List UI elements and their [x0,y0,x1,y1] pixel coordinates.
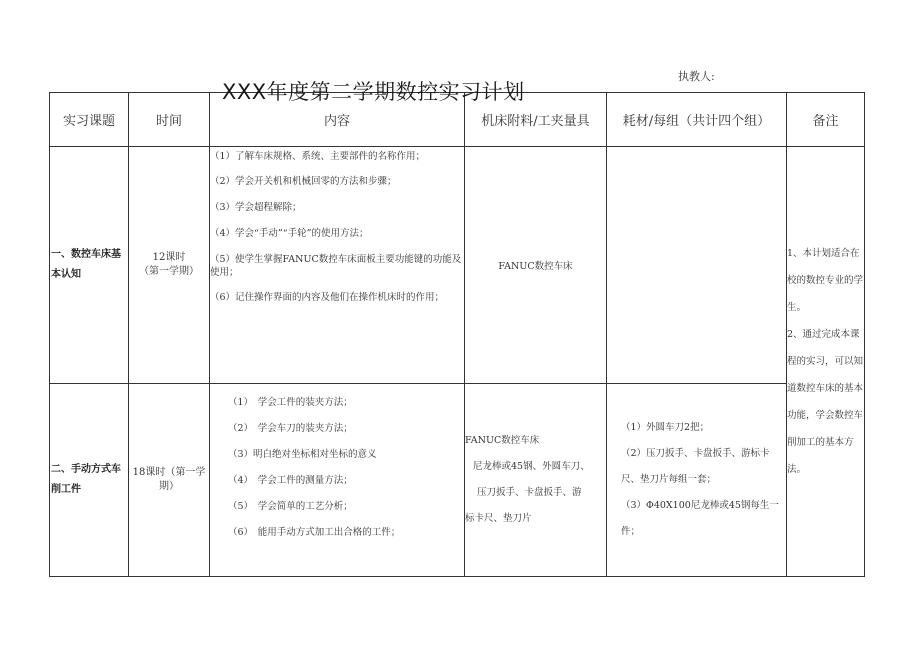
remark-item: 1、本计划适合在校的数控专业的学生。 [787,248,864,313]
content-item: （4）学会“手动”“手轮”的使用方法； [210,228,369,239]
row-consumables [607,147,787,384]
header-time: 时间 [129,93,210,147]
content-item: （2） 学会车刀的装夹方法； [228,423,353,434]
fixture-line: FANUC数控车床 [465,435,540,446]
content-item: （2）学会开关机和机械回零的方法和步骤； [210,176,397,187]
content-item: （5）使学生掌握FANUC数控车床面板主要功能键的功能及使用； [210,254,462,278]
row-content [210,384,465,577]
content-item: （3）明白绝对坐标相对坐标的意义 [228,449,377,460]
supervisor-label: 执教人: [678,70,715,83]
row-content [210,147,465,384]
consumable-item: （1）外圆车刀2把； [621,422,710,433]
fixture-line: 压刀扳手、卡盘扳手、游 [477,487,582,498]
time-line: 18课时（第一学 [132,467,206,478]
content-item: （3）学会超程解除； [210,202,302,213]
row-topic: 二、手动方式车削工件 [50,384,129,577]
content-item: （1）了解车床规格、系统、主要部件的名称作用； [210,151,426,162]
time-line: （第一学期） [139,266,199,277]
header-content: 内容 [210,93,465,147]
fixture-line: 尼龙棒或45钢、外圆车刀、 [473,461,590,472]
row-fixtures: FANUC数控车床 [465,147,607,384]
row-time [129,147,210,384]
content-item: （1） 学会工件的装夹方法； [228,397,353,408]
header-fixtures: 机床附料/工夹量具 [465,93,607,147]
page-title: XXX年度第二学期数控实习计划 [222,80,525,104]
table-row [50,384,865,577]
header-consumables: 耗材/每组（共计四个组） [607,93,787,147]
row-fixtures [465,384,607,577]
row-consumables [607,384,787,577]
row-time [129,384,210,577]
time-line: 12课时 [152,252,186,263]
consumable-item: （2）压刀扳手、卡盘扳手、游标卡尺、垫刀片每组一套； [621,448,770,485]
remarks-cell [787,147,865,577]
header-topic: 实习课题 [50,93,129,147]
content-item: （5） 学会简单的工艺分析； [228,501,353,512]
content-item: （4） 学会工件的测量方法； [228,475,353,486]
time-line: 期） [159,481,179,492]
table-row [50,147,865,384]
fixture-line: 标卡尺、垫刀片 [465,513,532,524]
content-item: （6） 能用手动方式加工出合格的工件； [228,527,401,538]
row-topic: 一、数控车床基本认知 [50,147,129,384]
consumable-item: （3）Φ40X100尼龙棒或45钢每生一件； [621,500,779,537]
header-remarks: 备注 [787,93,865,147]
content-item: （6）记住操作界面的内容及他们在操作机床时的作用； [210,292,445,303]
practice-plan-table [49,92,865,577]
remark-item: 2、通过完成本课程的实习，可以知道数控车床的基本功能，学会数控车削加工的基本方法。 [787,329,864,475]
